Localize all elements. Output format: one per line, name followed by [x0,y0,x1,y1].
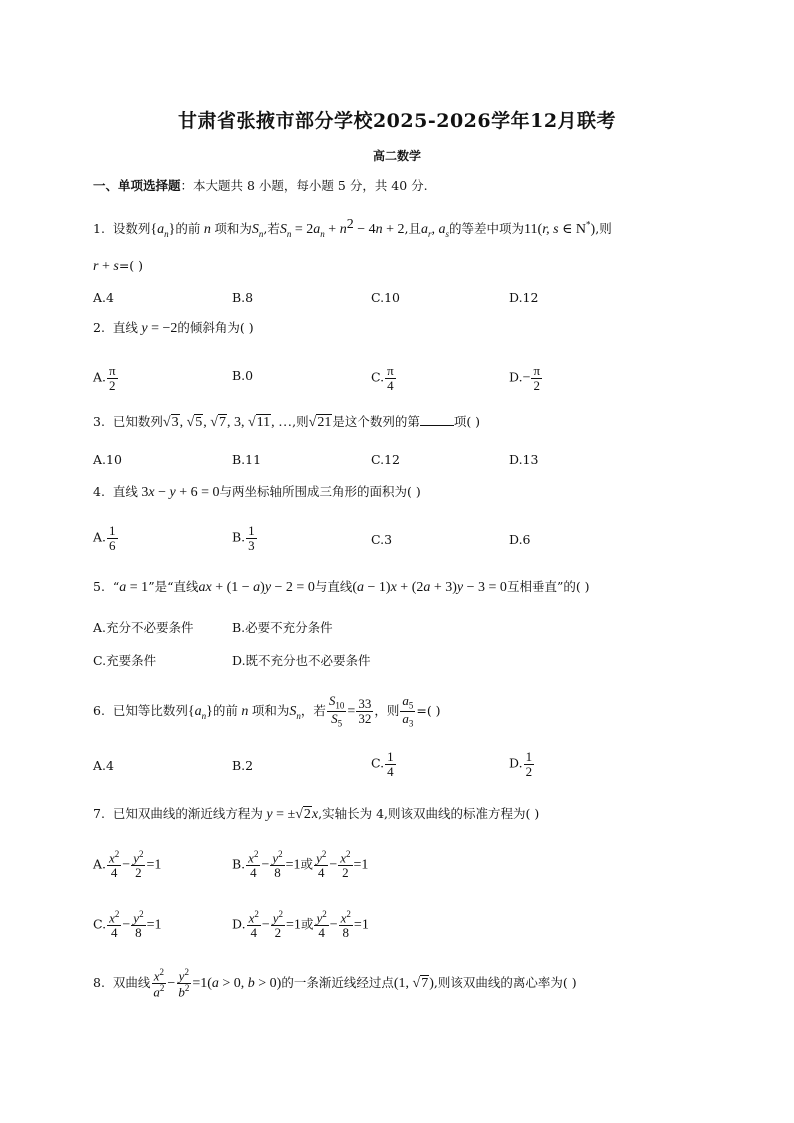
option-b: B.必要不充分条件 [232,620,333,635]
q1-text: =( ) [118,258,144,273]
option-label: A. [93,529,107,545]
or-text: 或 [300,916,314,932]
option-label: D. [232,916,246,932]
question-8: 8. 双曲线 $\frac{x^2}{a^2}$ − $\frac{y^2}{b^2}$ =1(a > 0, b > 0)的一条渐近线经过点(1, √7),则该双曲线的离心率为( ) [93,967,577,1000]
q1-text: ,则 [595,221,612,237]
option-label: D. [509,755,523,771]
option-label: B. [232,529,246,545]
q5-text: 与直线 [314,579,353,594]
q6-text: ，则 [374,703,400,719]
q7-text: ,实轴长为 4,则该双曲线的标准方程为( ) [318,806,540,821]
option-b: B.0 [232,368,254,383]
q5-text: 互相垂直”的( ) [506,579,590,594]
option-c: C. $\frac{x^2}{4}$ − $\frac{y^2}{8}$ =1 [93,909,162,940]
question-number: 5. [93,579,105,594]
q3-text: 是这个数列的第 [332,414,420,429]
option-label: D. [509,369,523,385]
q6-text: 项和为 [251,703,290,719]
option-d: D. $\frac{x^2}{4}$ − $\frac{y^2}{2}$ =1或 $\frac{y^2}{4}$ − $\frac{x^2}{8}$ =1 [232,909,369,940]
option-b: B.11 [232,452,262,467]
option-d: D.6 [509,532,531,547]
q1-text: 的等差中项为 [449,221,525,237]
question-number: 6. [93,703,105,719]
option-label: C. [93,916,107,932]
q4-text: 直线 [112,484,138,499]
option-b: B.2 [232,758,254,773]
or-text: 或 [300,856,314,872]
q6-text: 的前 [212,703,238,719]
option-d: D.既不充分也不必要条件 [232,653,371,668]
q6-text: =( ) [416,703,441,719]
q2-text: 直线 [112,320,138,335]
option-label: A. [93,369,107,385]
answer-blank [420,425,454,426]
q8-text: 双曲线 [112,974,151,990]
question-number: 8. [93,974,105,990]
section-heading [93,180,428,193]
option-d: D.13 [509,452,539,467]
q1-text: ,且 [404,221,421,237]
question-2: 2. 直线 y = −2的倾斜角为( ) [93,320,254,336]
option-c: C. $\frac{\pi}{4}$ [371,363,394,393]
question-number: 4. [93,484,105,499]
q8-text: 的一条渐近线经过点 [281,974,394,990]
question-1-cont: r + s=( ) [93,258,144,274]
option-a: A.10 [93,452,122,467]
option-a: A. $\frac{1}{6}$ [93,523,116,553]
question-6: 6. 已知等比数列$\{a_n\}$的前 n 项和为$S_n$，若 $\frac{S_{10}}{S_5}$ = $\frac{33}{32}$ ，则 $\frac{a_5}{a_3}$ =( ) [93,693,441,729]
question-number: 3. [93,414,105,429]
question-number: 2. [93,320,105,335]
exam-title: 甘肃省张掖市部分学校2025-2026学年12月联考 [177,110,617,132]
q1-text: 的前 [175,221,201,237]
section-desc: ：本大题共 8 小题，每小题 5 分，共 40 分. [180,178,428,193]
q2-text: 的倾斜角为( ) [177,320,254,335]
option-a: A.4 [93,290,114,305]
option-label: B. [232,856,246,872]
option-c: C.充要条件 [93,653,157,668]
question-4: 4. 直线 3x − y + 6 = 0与两坐标轴所围成三角形的面积为( ) [93,484,421,500]
option-b: B. $\frac{x^2}{4}$ − $\frac{y^2}{8}$ =1或 $\frac{y^2}{4}$ − $\frac{x^2}{2}$ =1 [232,849,369,880]
q3-text: ,则 [292,414,309,429]
q3-text: 项( ) [453,414,481,429]
option-label: C. [371,755,385,771]
option-d: D.− $\frac{\pi}{2}$ [509,363,541,393]
option-d: D.12 [509,290,539,305]
option-a: A. $\frac{x^2}{4}$ − $\frac{y^2}{2}$ =1 [93,849,162,880]
q6-text: 已知等比数列 [112,703,188,719]
question-3: 3. 已知数列√3, √5, √7, 3, √11, …,则√21是这个数列的第 项( ) [93,414,481,430]
q1-text: ,若 [263,221,280,237]
q1-text: 设数列 [112,221,151,237]
option-c: C. $\frac{1}{4}$ [371,749,394,779]
question-number: 1. [93,221,105,237]
q5-text: “ [112,579,120,594]
q8-text: ,则该双曲线的离心率为( ) [433,974,577,990]
question-1: 1. 设数列$\{a_n\}$的前 n 项和为$S_n$,若$S_n = 2a_n + n^2 - 4n + 2$,且$a_r$, $a_s$的等差中项为11(r, s ∈ N*),则 [93,217,612,239]
option-b: B. $\frac{1}{3}$ [232,523,255,553]
q6-text: ，若 [300,703,326,719]
question-5: 5. “a = 1”是“直线ax + (1 − a)y − 2 = 0与直线(a − 1)x + (2a + 3)y − 3 = 0互相垂直”的( ) [93,579,590,595]
q1-text: 项和为 [214,221,252,237]
option-c: C.3 [371,532,393,547]
option-c: C.12 [371,452,400,467]
option-a: A.4 [93,758,114,773]
question-number: 7. [93,806,105,821]
option-d: D. $\frac{1}{2}$ [509,749,533,779]
option-b: B.8 [232,290,254,305]
q5-text: ”是“直线 [148,579,199,594]
option-a: A.充分不必要条件 [93,620,194,635]
option-a: A. $\frac{\pi}{2}$ [93,363,116,393]
option-c: C.10 [371,290,400,305]
exam-subtitle: 高二数学 [372,149,421,163]
q7-text: 已知双曲线的渐近线方程为 [112,806,263,821]
option-label: A. [93,856,107,872]
q3-text: 已知数列 [112,414,163,429]
q4-text: 与两坐标轴所围成三角形的面积为( ) [219,484,421,499]
section-title: 一、单项选择题 [93,178,181,193]
option-label: C. [371,369,385,385]
question-7: 7. 已知双曲线的渐近线方程为 y = ±√2x,实轴长为 4,则该双曲线的标准方程为( ) [93,806,540,822]
